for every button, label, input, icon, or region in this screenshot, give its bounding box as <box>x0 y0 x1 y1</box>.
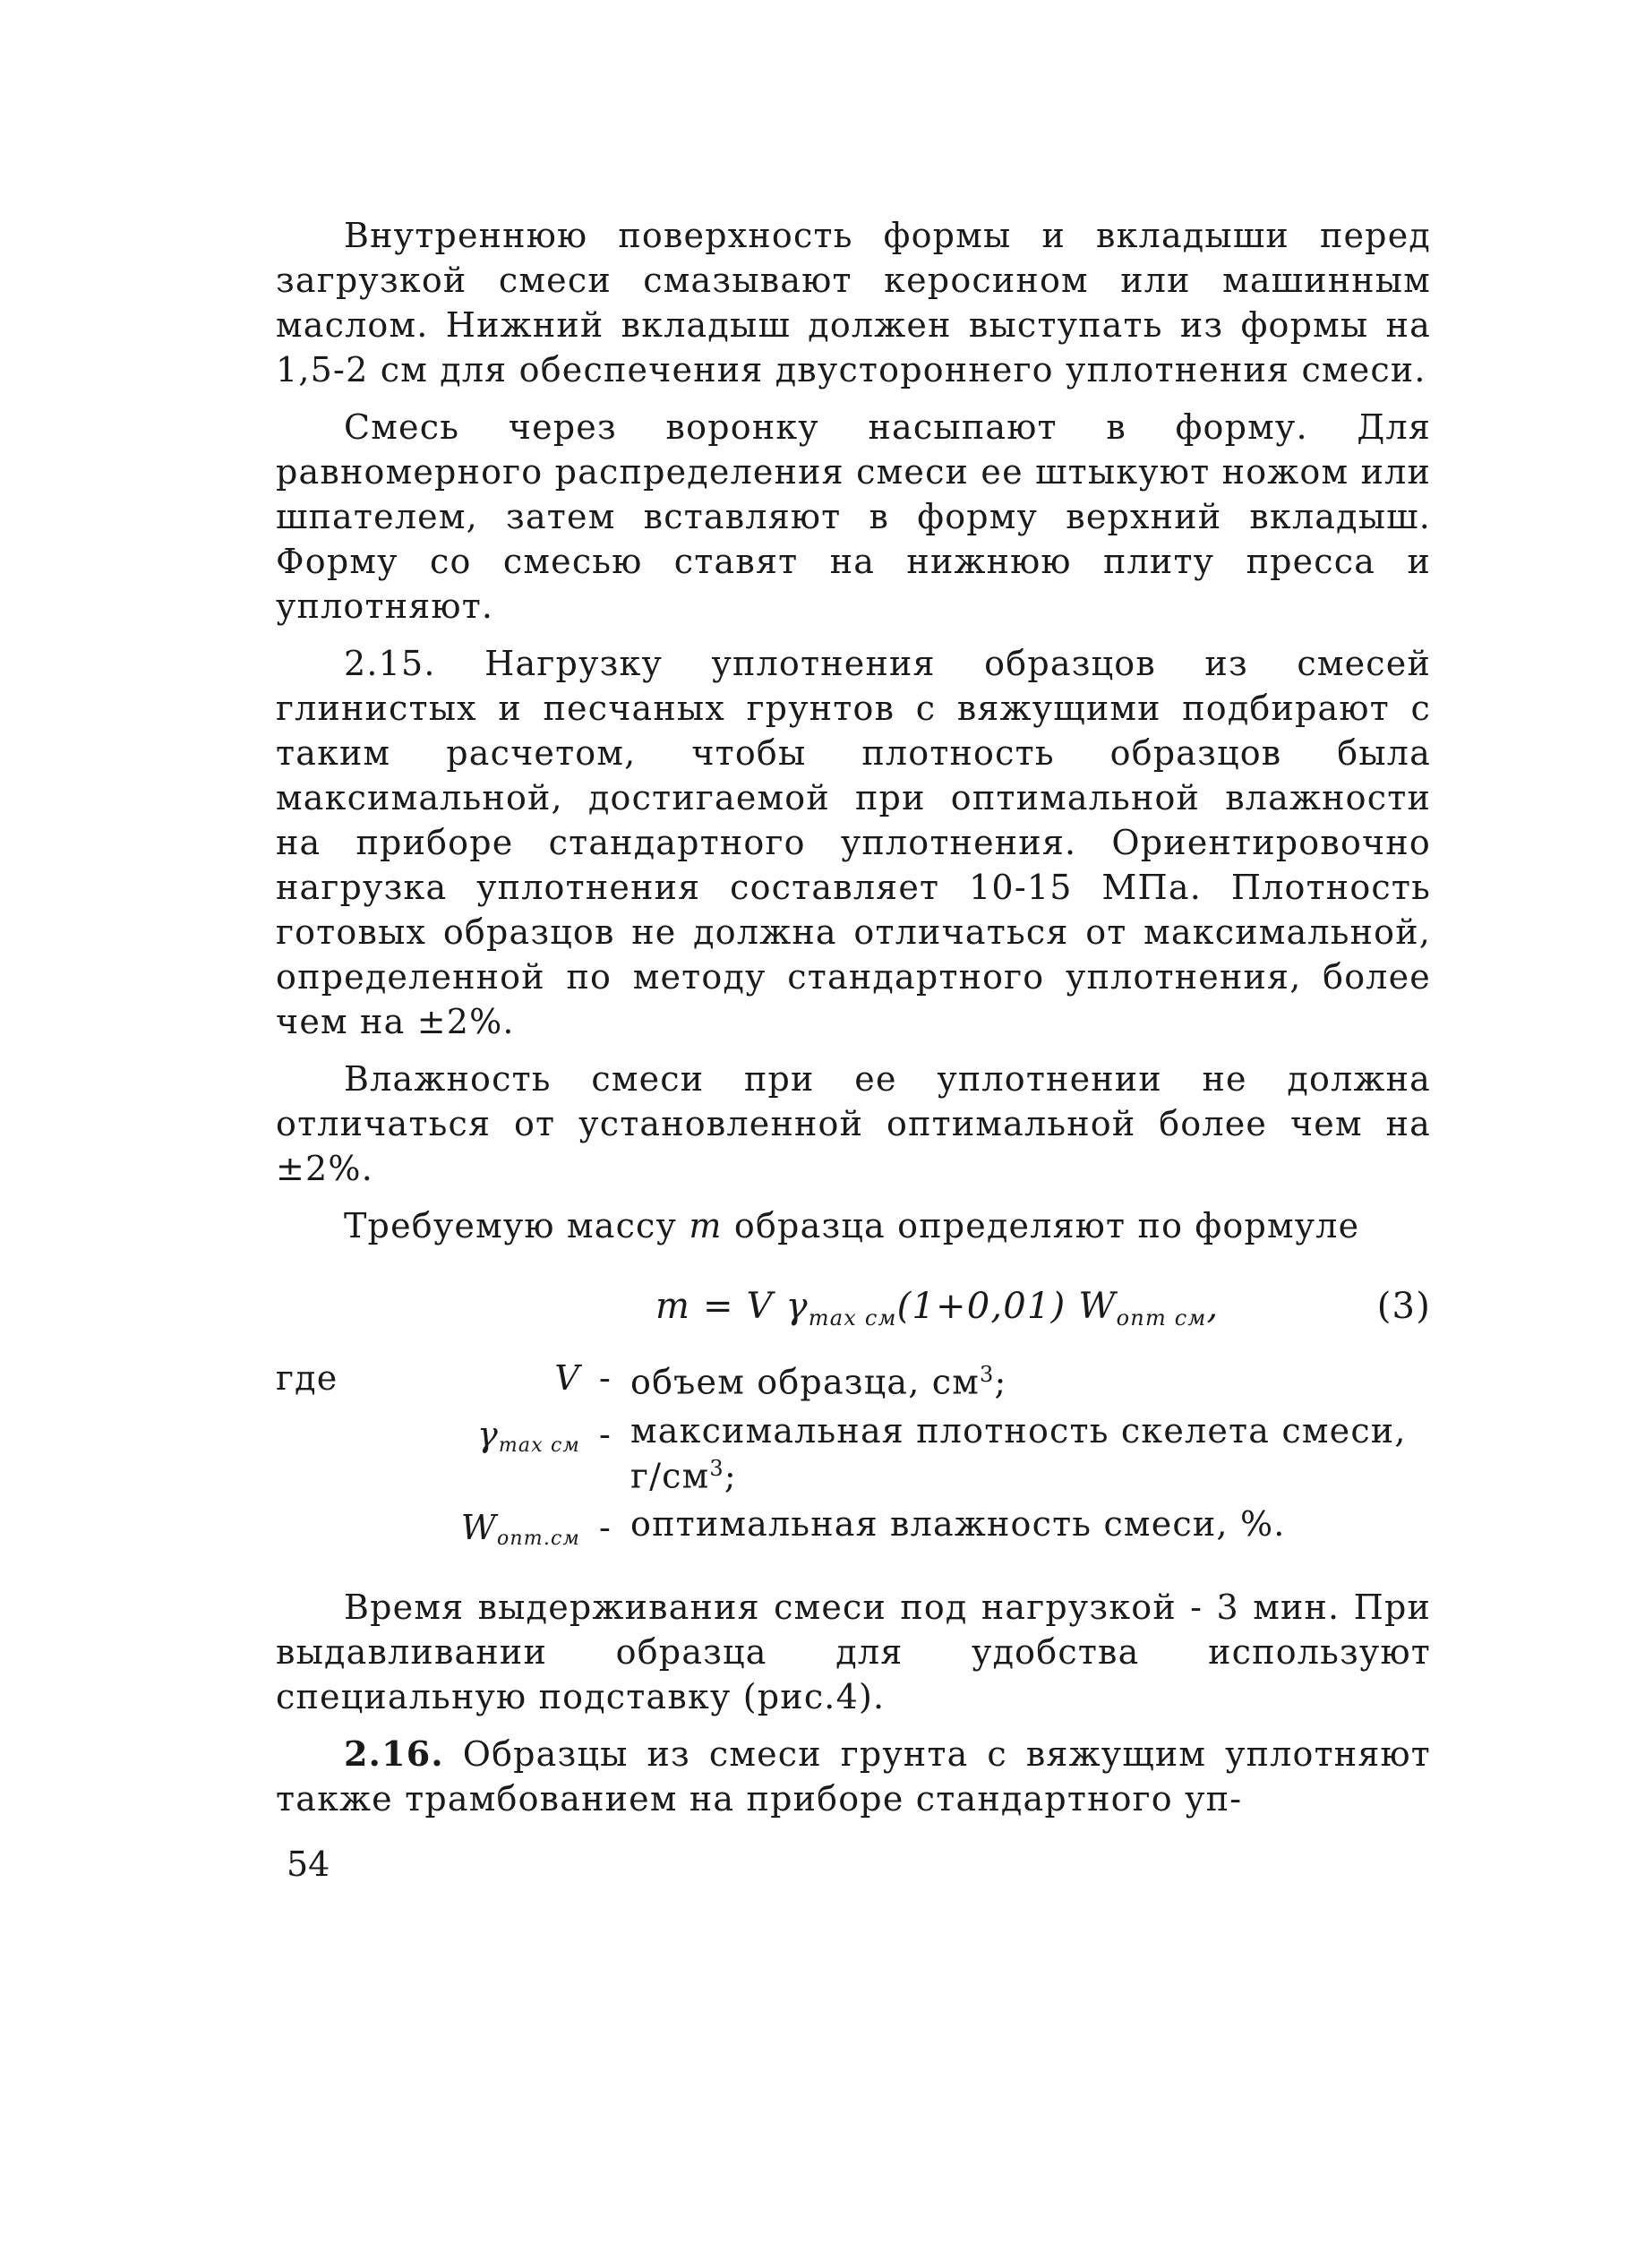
formula-gamma-subscript: max см <box>808 1305 897 1331</box>
formula-w-subscript: опт см <box>1116 1305 1207 1331</box>
page-number: 54 <box>287 1844 330 1884</box>
paragraph-2-16-tamping <box>276 1732 1431 1821</box>
legend-symbol <box>419 1505 580 1562</box>
variable-m: m <box>689 1206 723 1245</box>
legend-symbol <box>419 1356 580 1400</box>
legend-text-end: ; <box>724 1456 737 1496</box>
formula-legend <box>276 1356 1431 1562</box>
legend-symbol-main: γ <box>476 1414 499 1454</box>
equation-number: (3) <box>1376 1286 1431 1327</box>
formula-lhs: m = V γ <box>655 1286 809 1327</box>
legend-symbol-main: V <box>554 1358 580 1398</box>
paragraph-holding-time: Время выдерживания смеси под нагрузкой - 3 мин. При выдавливании образца для удобства используют специальную подставку (рис.4). <box>276 1588 1431 1717</box>
legend-where-label: где <box>276 1358 338 1398</box>
legend-symbol-subscript: max см <box>498 1434 580 1457</box>
legend-superscript: 3 <box>980 1362 995 1387</box>
paragraph-2-15-compaction-load: 2.15. Нагрузку уплотнения образцов из смесей глинистых и песчаных грунтов с вяжущими подбирают с таким расчетом, чтобы плотность образцов была максимальной, достигаемой при оптимальной влажности на приборе стандартного уплотнения. Ориентировочно нагрузка уплотнения составляет 10-15 МПа. Плотность готовых образцов не должна отличаться от максимальной, определенной по методу стандартного уплотнения, более чем на ±2%. <box>276 644 1431 1041</box>
legend-item-volume <box>276 1356 1431 1401</box>
document-page <box>276 213 1431 1834</box>
formula-middle: (1+0,01) W <box>896 1286 1117 1327</box>
paragraph-mix-filling: Смесь через воронку насыпают в форму. Для равномерного распределения смеси ее штыкуют ножом или шпателем, затем вставляют в форму верхний вкладыш. Форму со смесью ставят на нижнюю плиту пресса и уплотняют. <box>276 407 1431 626</box>
formula-3 <box>276 1284 1431 1339</box>
legend-symbol-main: W <box>460 1508 497 1548</box>
legend-superscript: 3 <box>709 1455 724 1481</box>
legend-description <box>630 1505 1431 1543</box>
text-fragment: Требуемую массу <box>344 1206 690 1245</box>
legend-dash: - <box>598 1414 612 1454</box>
legend-description <box>630 1356 1431 1401</box>
paragraph-moisture-tolerance: Влажность смеси при ее уплотнении не должна отличаться от установленной оптимальной более чем на ±2%. <box>276 1059 1431 1188</box>
section-number: 2.16. <box>344 1733 444 1775</box>
text-fragment: образца определяют по формуле <box>722 1206 1360 1245</box>
paragraph-mold-lubrication: Внутреннюю поверхность формы и вкладыши перед загрузкой смеси смазывают керосином или машинным маслом. Нижний вкладыш должен выступать из формы на 1,5-2 см для обеспечения двустороннего уплотнения смеси. <box>276 216 1431 389</box>
legend-symbol-subscript: опт.см <box>496 1528 580 1551</box>
legend-symbol <box>419 1412 580 1468</box>
legend-description <box>630 1412 1431 1495</box>
legend-item-optimal-moisture <box>276 1505 1431 1562</box>
legend-text: максимальная плотность скелета смеси, г/см <box>630 1410 1407 1496</box>
legend-item-max-density <box>276 1412 1431 1495</box>
legend-text-end: ; <box>994 1362 1007 1402</box>
formula-expression <box>655 1284 1219 1340</box>
legend-text: объем образца, см <box>630 1362 981 1402</box>
formula-tail: , <box>1206 1286 1220 1327</box>
legend-dash: - <box>598 1358 612 1398</box>
legend-text: оптимальная влажность смеси, %. <box>630 1504 1286 1545</box>
text-fragment: Образцы из смеси грунта с вяжущим уплотняют также трамбованием на приборе стандартного уп- <box>276 1734 1431 1819</box>
paragraph-required-mass <box>276 1203 1431 1248</box>
legend-dash: - <box>598 1508 612 1548</box>
